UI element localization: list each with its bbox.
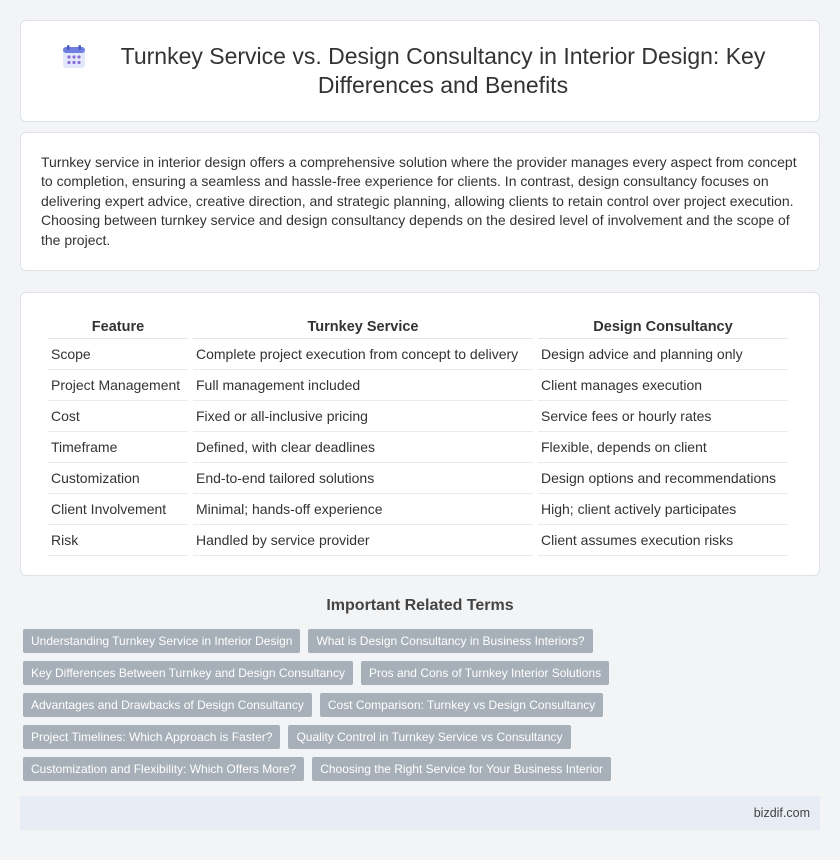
table-cell: Client Involvement xyxy=(48,494,188,525)
table-cell: Design options and recommendations xyxy=(538,463,788,494)
table-cell: End-to-end tailored solutions xyxy=(193,463,533,494)
tag-row xyxy=(23,725,823,749)
table-cell: Cost xyxy=(48,401,188,432)
table-row xyxy=(48,401,788,432)
title-card xyxy=(20,20,820,122)
tag-row xyxy=(23,757,823,781)
table-cell: Risk xyxy=(48,525,188,556)
comparison-card xyxy=(20,292,820,576)
footer-site-link[interactable]: bizdif.com xyxy=(753,806,810,820)
table-row xyxy=(48,432,788,463)
table-cell: Minimal; hands-off experience xyxy=(193,494,533,525)
table-cell: Complete project execution from concept to delivery xyxy=(193,339,533,370)
calendar-grid-icon xyxy=(61,44,87,70)
related-terms-tags xyxy=(23,629,823,789)
intro-card xyxy=(20,132,820,271)
table-header-row xyxy=(48,315,788,339)
table-cell: Full management included xyxy=(193,370,533,401)
tag-row xyxy=(23,629,823,653)
related-tag[interactable]: Understanding Turnkey Service in Interior Design xyxy=(23,629,300,653)
table-cell: Timeframe xyxy=(48,432,188,463)
table-row xyxy=(48,339,788,370)
intro-paragraph: Turnkey service in interior design offers a comprehensive solution where the provider manages every aspect from concept to completion, ensuring a seamless and hassle-free experience for clients. In contrast, design consultancy focuses on delivering expert advice, creative direction, and strategic planning, allowing clients to retain control over project execution. Choosing between turnkey service and design consultancy depends on the desired level of involvement and the scope of the project. xyxy=(41,154,797,248)
tag-row xyxy=(23,661,823,685)
header-turnkey: Turnkey Service xyxy=(193,315,533,339)
comparison-table xyxy=(43,315,793,556)
page-title: Turnkey Service vs. Design Consultancy in Interior Design: Key Differences and Benefits xyxy=(120,43,766,98)
related-tag[interactable]: Advantages and Drawbacks of Design Consultancy xyxy=(23,693,312,717)
related-tag[interactable]: Customization and Flexibility: Which Offers More? xyxy=(23,757,304,781)
header-consultancy: Design Consultancy xyxy=(538,315,788,339)
table-row xyxy=(48,370,788,401)
table-cell: High; client actively participates xyxy=(538,494,788,525)
related-tag[interactable]: What is Design Consultancy in Business Interiors? xyxy=(308,629,592,653)
table-cell: Flexible, depends on client xyxy=(538,432,788,463)
related-tag[interactable]: Key Differences Between Turnkey and Design Consultancy xyxy=(23,661,353,685)
related-tag[interactable]: Pros and Cons of Turnkey Interior Solutions xyxy=(361,661,609,685)
table-cell: Client assumes execution risks xyxy=(538,525,788,556)
header-feature: Feature xyxy=(48,315,188,339)
table-row xyxy=(48,494,788,525)
related-terms-title: Important Related Terms xyxy=(326,597,514,614)
table-cell: Defined, with clear deadlines xyxy=(193,432,533,463)
table-row xyxy=(48,525,788,556)
table-row xyxy=(48,463,788,494)
title-wrap xyxy=(61,42,779,100)
table-cell: Client manages execution xyxy=(538,370,788,401)
related-tag[interactable]: Cost Comparison: Turnkey vs Design Consultancy xyxy=(320,693,603,717)
table-cell: Fixed or all-inclusive pricing xyxy=(193,401,533,432)
table-cell: Design advice and planning only xyxy=(538,339,788,370)
table-cell: Customization xyxy=(48,463,188,494)
footer xyxy=(20,796,820,830)
table-cell: Handled by service provider xyxy=(193,525,533,556)
table-cell: Scope xyxy=(48,339,188,370)
related-tag[interactable]: Quality Control in Turnkey Service vs Consultancy xyxy=(288,725,570,749)
related-tag[interactable]: Choosing the Right Service for Your Business Interior xyxy=(312,757,611,781)
table-cell: Project Management xyxy=(48,370,188,401)
related-tag[interactable]: Project Timelines: Which Approach is Faster? xyxy=(23,725,280,749)
table-cell: Service fees or hourly rates xyxy=(538,401,788,432)
tag-row xyxy=(23,693,823,717)
